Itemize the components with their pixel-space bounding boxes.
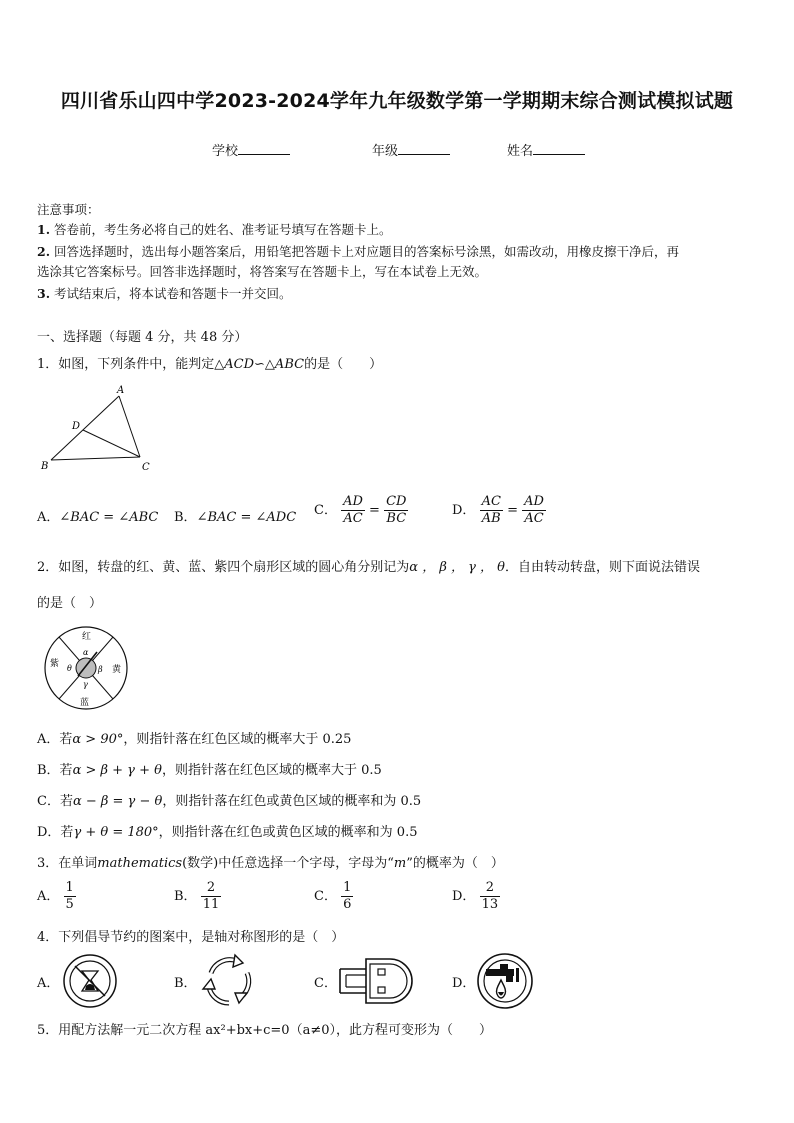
q4-option-d-faucet-icon[interactable] bbox=[476, 952, 534, 1010]
q1-option-c-label: C． bbox=[314, 503, 337, 518]
school-blank[interactable] bbox=[238, 142, 290, 155]
q2-option-d-text: ，则指针落在红色或黄色区域的概率和为 0.5 bbox=[158, 825, 418, 840]
name-field bbox=[507, 140, 585, 159]
notice-item-2 bbox=[37, 242, 679, 262]
q3-stem-mid: (数学)中任意选择一个字母，字母为“ bbox=[182, 856, 394, 871]
q1-stem-prefix: 1．如图，下列条件中，能判定 bbox=[37, 357, 215, 372]
q2-option-b[interactable] bbox=[37, 759, 382, 778]
q3-option-b-num: 2 bbox=[201, 880, 222, 897]
q2-option-d[interactable] bbox=[37, 821, 417, 840]
q2-label-yellow: 黄 bbox=[112, 665, 122, 675]
q1-option-d-label: D． bbox=[452, 503, 476, 518]
q3-option-b-label: B． bbox=[174, 889, 197, 904]
section-heading: 一、选择题（每题 4 分，共 48 分） bbox=[37, 330, 248, 345]
q4-option-a-label[interactable]: A． bbox=[37, 976, 60, 991]
notice-heading: 注意事项： bbox=[37, 202, 100, 217]
q4-option-a-hourglass-icon[interactable] bbox=[62, 953, 118, 1009]
q2-stem-suffix: ．自由转动转盘，则下面说法错误 bbox=[504, 560, 700, 575]
q3-stem-word: mathematics bbox=[97, 856, 183, 871]
q1-option-d-rhs bbox=[522, 494, 546, 527]
q1-option-d-lhs-num: AC bbox=[481, 494, 501, 509]
q4-option-b-recycle-icon[interactable] bbox=[199, 951, 259, 1011]
q1-side-ab bbox=[51, 396, 119, 460]
q2-label-blue: 蓝 bbox=[80, 698, 90, 708]
q1-option-c[interactable] bbox=[314, 494, 408, 527]
q1-segment-cd bbox=[83, 430, 140, 457]
q2-option-c-text: ，则指针落在红色或黄色区域的概率和为 0.5 bbox=[162, 794, 422, 809]
grade-field bbox=[372, 140, 450, 159]
q1-option-b-label: B． bbox=[174, 510, 197, 525]
q3-option-b-frac bbox=[201, 880, 222, 913]
q2-option-d-label: D．若 bbox=[37, 825, 74, 840]
q3-option-d-frac bbox=[480, 880, 501, 913]
q2-label-theta: θ bbox=[67, 664, 72, 673]
q2-spinner-figure bbox=[42, 624, 130, 712]
grade-blank[interactable] bbox=[398, 142, 450, 155]
q1-option-c-lhs-num: AD bbox=[343, 494, 363, 509]
q2-option-a[interactable] bbox=[37, 728, 351, 747]
q3-stem-suffix: ”的概率为（ ） bbox=[406, 856, 504, 871]
q4-option-b-label[interactable]: B． bbox=[174, 976, 197, 991]
q4-stem: 4．下列倡导节约的图案中，是轴对称图形的是（ ） bbox=[37, 930, 345, 945]
q3-stem-prefix: 3．在单词 bbox=[37, 856, 98, 871]
q1-option-a-label: A． bbox=[37, 510, 60, 525]
notice-item-2-text: 回答选择题时，选出每小题答案后，用铅笔把答题卡上对应题目的答案标号涂黑，如需改动，用橡皮擦干净后，再 bbox=[54, 244, 680, 259]
notice-item-2-num: 2. bbox=[37, 244, 51, 259]
q3-option-d-label: D． bbox=[452, 889, 476, 904]
q1-option-c-lhs bbox=[341, 494, 365, 527]
q1-option-a[interactable] bbox=[37, 506, 158, 525]
q2-stem-line1 bbox=[37, 556, 700, 575]
q3-stem bbox=[37, 852, 504, 871]
q2-stem-greek: α ， β ， γ ， θ bbox=[409, 560, 505, 575]
q2-option-a-text: ，则指针落在红色区域的概率大于 0.25 bbox=[123, 732, 352, 747]
q2-option-c[interactable] bbox=[37, 790, 421, 809]
q2-label-red: 红 bbox=[82, 632, 92, 642]
notice-item-1-num: 1. bbox=[37, 222, 51, 237]
q2-stem-text: 2．如图，转盘的红、黄、蓝、紫四个扇形区域的圆心角分别记为 bbox=[37, 560, 410, 575]
q4-option-c-label[interactable]: C． bbox=[314, 976, 337, 991]
q3-option-c-frac bbox=[341, 880, 353, 913]
q2-option-d-math: γ + θ = 180° bbox=[73, 825, 159, 840]
notice-item-3-text: 考试结束后，将本试卷和答题卡一并交回。 bbox=[54, 286, 292, 301]
q3-option-d-num: 2 bbox=[480, 880, 501, 897]
q2-label-beta: β bbox=[98, 665, 103, 674]
q1-label-c: C bbox=[142, 462, 150, 473]
q1-stem-math: △ACD∽△ABC bbox=[214, 357, 305, 372]
q2-stem-line2: 的是（ ） bbox=[37, 596, 103, 611]
q2-option-b-text: ，则指针落在红色区域的概率大于 0.5 bbox=[161, 763, 382, 778]
q2-option-c-label: C．若 bbox=[37, 794, 73, 809]
q1-label-a: A bbox=[117, 385, 125, 396]
q1-option-d-rhs-num: AD bbox=[524, 494, 544, 509]
page-title: 四川省乐山四中学2023-2024学年九年级数学第一学期期末综合测试模拟试题 bbox=[60, 90, 734, 112]
q3-option-b[interactable] bbox=[174, 880, 221, 913]
q3-option-c-den: 6 bbox=[343, 897, 352, 912]
q1-option-c-eq: = bbox=[369, 503, 380, 518]
q3-option-a-label: A． bbox=[37, 889, 60, 904]
q1-option-c-rhs bbox=[384, 494, 408, 527]
q3-option-a[interactable] bbox=[37, 880, 76, 913]
notice-item-3 bbox=[37, 284, 292, 304]
q3-option-c[interactable] bbox=[314, 880, 353, 913]
q1-stem-suffix: 的是（ ） bbox=[304, 357, 383, 372]
q1-option-b[interactable] bbox=[174, 506, 296, 525]
q1-option-a-math: ∠BAC = ∠ABC bbox=[59, 510, 159, 525]
notice-item-3-num: 3. bbox=[37, 286, 51, 301]
q1-option-b-math: ∠BAC = ∠ADC bbox=[196, 510, 297, 525]
q1-label-d: D bbox=[72, 421, 81, 432]
q3-option-d[interactable] bbox=[452, 880, 500, 913]
q2-option-b-math: α > β + γ + θ bbox=[72, 763, 162, 778]
q3-option-a-frac bbox=[64, 880, 76, 913]
q1-triangle-figure bbox=[36, 382, 166, 474]
q2-option-b-label: B．若 bbox=[37, 763, 73, 778]
q3-option-c-label: C． bbox=[314, 889, 337, 904]
q3-option-a-den: 5 bbox=[65, 897, 74, 912]
q1-option-d[interactable] bbox=[452, 494, 546, 527]
school-field bbox=[212, 140, 290, 159]
q1-option-c-rhs-num: CD bbox=[386, 494, 407, 509]
q3-stem-letter: m bbox=[393, 856, 407, 871]
name-label: 姓名 bbox=[507, 144, 534, 159]
q1-side-ac bbox=[119, 396, 140, 457]
q2-option-c-math: α − β = γ − θ bbox=[72, 794, 163, 809]
q1-stem bbox=[37, 353, 382, 372]
q3-option-a-num: 1 bbox=[65, 880, 74, 895]
q4-option-c-plug-icon[interactable] bbox=[338, 955, 418, 1007]
q1-option-c-lhs-den: AC bbox=[343, 511, 363, 526]
q1-side-bc bbox=[51, 457, 140, 460]
q2-label-alpha: α bbox=[83, 648, 89, 657]
q2-label-gamma: γ bbox=[83, 680, 88, 689]
q2-option-a-math: α > 90° bbox=[72, 732, 124, 747]
q3-option-b-den: 11 bbox=[202, 897, 220, 912]
q3-option-c-num: 1 bbox=[343, 880, 352, 895]
q5-stem: 5．用配方法解一元二次方程 ax²+bx+c=0（a≠0），此方程可变形为（ ） bbox=[37, 1023, 492, 1038]
notice-item-2-cont: 选涂其它答案标号。回答非选择题时，将答案写在答题卡上，写在本试卷上无效。 bbox=[37, 264, 488, 279]
q1-label-b: B bbox=[41, 461, 49, 472]
q1-option-d-lhs-den: AB bbox=[481, 511, 501, 526]
q3-option-d-den: 13 bbox=[481, 897, 499, 912]
notice-item-1-text: 答卷前，考生务必将自己的姓名、准考证号填写在答题卡上。 bbox=[54, 222, 392, 237]
q4-option-d-label[interactable]: D． bbox=[452, 976, 476, 991]
q1-option-c-rhs-den: BC bbox=[386, 511, 407, 526]
q2-label-purple: 紫 bbox=[50, 659, 60, 669]
q1-option-d-lhs bbox=[480, 494, 503, 527]
q1-option-d-rhs-den: AC bbox=[524, 511, 544, 526]
q1-option-d-eq: = bbox=[507, 503, 518, 518]
notice-item-1 bbox=[37, 220, 392, 240]
school-label: 学校 bbox=[212, 144, 239, 159]
q2-option-a-label: A．若 bbox=[37, 732, 73, 747]
name-blank[interactable] bbox=[533, 142, 585, 155]
grade-label: 年级 bbox=[372, 144, 399, 159]
